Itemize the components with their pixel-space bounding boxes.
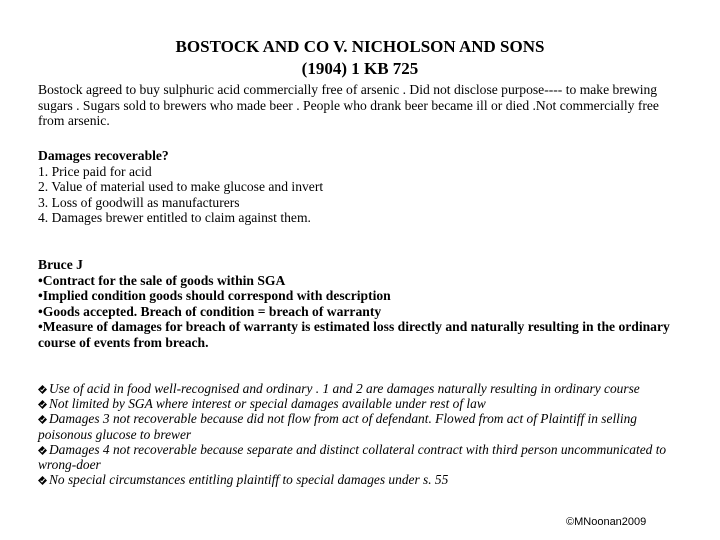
bullet-icon: • — [38, 303, 43, 319]
note-item — [38, 442, 688, 472]
bruce-point-text: Implied condition goods should correspond with description — [42, 288, 391, 303]
case-citation: (1904) 1 KB 725 — [301, 59, 419, 78]
bullet-icon: • — [38, 272, 43, 288]
bruce-point — [38, 273, 688, 289]
note-text: Not limited by SGA where interest or special damages available under rest of law — [49, 396, 486, 412]
note-item — [38, 381, 688, 396]
analysis-notes — [38, 381, 688, 487]
note-text: Damages 3 not recoverable because did not flow from act of defendant. Flowed from act of Plaintiff in selling poisonous glucose to brewer — [38, 411, 637, 442]
damages-heading: Damages recoverable? — [38, 148, 169, 163]
diamond-check-bullet-icon — [38, 384, 47, 393]
case-title: BOSTOCK AND CO V. NICHOLSON AND SONS — [175, 37, 545, 56]
bruce-point-text: Measure of damages for breach of warranty is estimated loss directly and naturally resulting in the ordinary course of events from breach. — [38, 319, 670, 350]
bruce-point — [38, 304, 688, 320]
bruce-j-heading: Bruce J — [38, 257, 83, 272]
diamond-check-bullet-icon — [38, 414, 47, 423]
damages-item: 3. Loss of goodwill as manufacturers — [38, 194, 240, 210]
bruce-point — [38, 319, 688, 350]
note-text: No special circumstances entitling plaintiff to special damages under s. 55 — [49, 472, 449, 488]
copyright-notice: ©MNoonan2009 — [566, 516, 647, 528]
note-text: Damages 4 not recoverable because separate and distinct collateral contract with third person uncommunicated to wrong-doer — [38, 441, 667, 473]
damages-item: 1. Price paid for acid — [38, 163, 152, 179]
bullet-icon: • — [38, 288, 43, 303]
damages-item: 4. Damages brewer entitled to claim against them. — [38, 210, 311, 225]
bruce-point — [38, 288, 688, 304]
bruce-point-text: Goods accepted. Breach of condition = breach of warranty — [42, 303, 382, 319]
note-item — [38, 411, 688, 441]
damages-item: 2. Value of material used to make glucose and invert — [38, 179, 324, 194]
bruce-point-text: Contract for the sale of goods within SGA — [42, 272, 286, 288]
bruce-j-section — [38, 257, 688, 350]
diamond-check-bullet-icon — [38, 399, 47, 408]
note-text: Use of acid in food well-recognised and ordinary . 1 and 2 are damages naturally resulting in ordinary course — [49, 381, 640, 396]
diamond-check-bullet-icon — [38, 475, 47, 484]
facts-paragraph: Bostock agreed to buy sulphuric acid commercially free of arsenic . Did not disclose purpose---- to make brewing sugars . Sugars sold to brewers who made beer . People who drank beer became ill or died .Not commercially free from arsenic. — [38, 82, 659, 128]
note-item — [38, 472, 688, 487]
bullet-icon: • — [38, 319, 43, 334]
diamond-check-bullet-icon — [38, 445, 47, 454]
note-item — [38, 396, 688, 411]
damages-section — [38, 148, 688, 226]
